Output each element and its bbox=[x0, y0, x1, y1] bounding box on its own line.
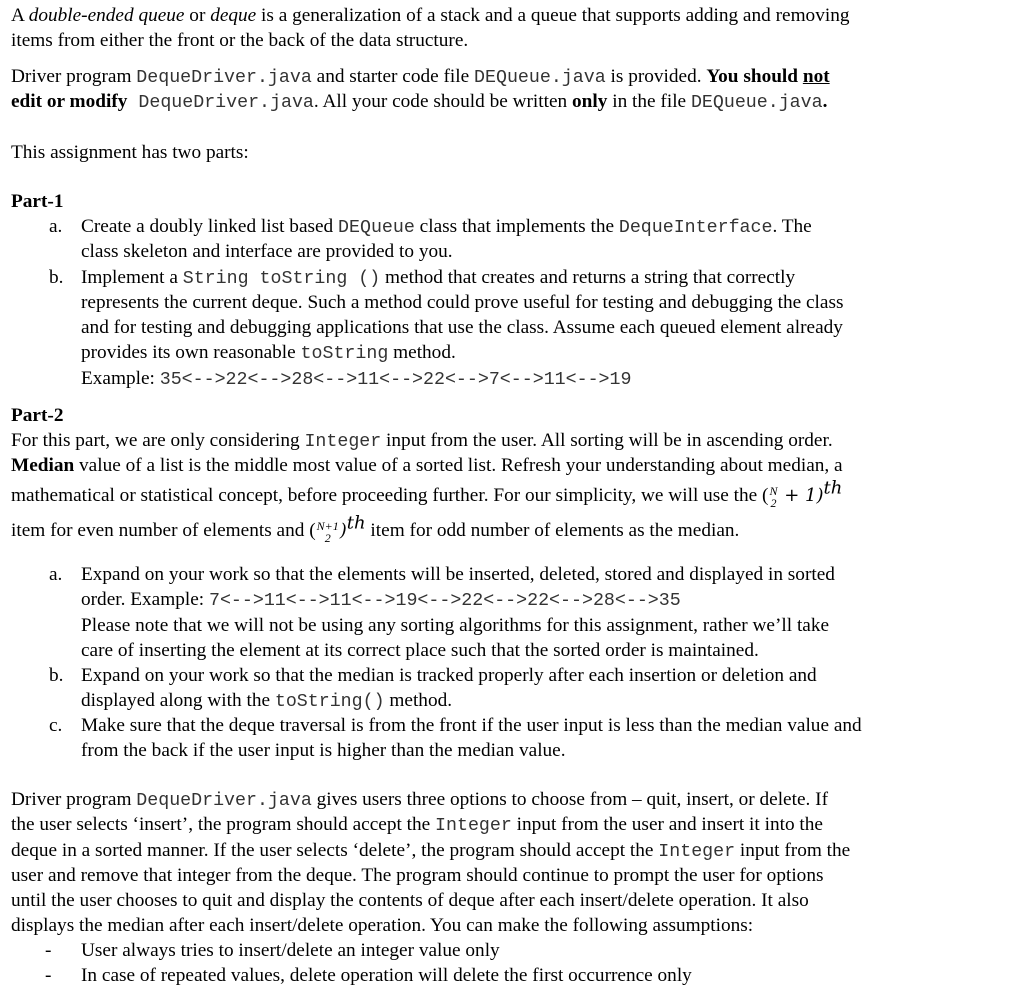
text: input from the bbox=[735, 840, 851, 861]
part-2-item-b-line-1: Expand on your work so that the median is tracked properly after each insertion or deletion and bbox=[81, 665, 817, 686]
part-1-item-a-line-1 bbox=[81, 214, 812, 241]
part-2-line-1 bbox=[11, 428, 833, 455]
part-1-item-b-line-3: and for testing and debugging applications that use the class. Assume each queued element already bbox=[81, 317, 843, 338]
part-1-item-a-line-2: class skeleton and interface are provided to you. bbox=[81, 241, 453, 262]
math-superscript: th bbox=[346, 512, 366, 534]
text: deque in a sorted manner. If the user selects ‘delete’, the program should accept the bbox=[11, 840, 659, 861]
driver-note-line-1 bbox=[11, 64, 830, 91]
text: . All your code should be written bbox=[313, 91, 573, 112]
emphasis-not: not bbox=[802, 66, 830, 87]
math-text: + 1) bbox=[778, 485, 824, 506]
text: provides its own reasonable bbox=[81, 342, 301, 363]
code-tostring-signature: String toString () bbox=[182, 269, 381, 289]
closing-line-4: user and remove that integer from the deque. The program should continue to prompt the user for options bbox=[11, 865, 824, 886]
text: displayed along with the bbox=[81, 690, 275, 711]
part-2-line-2 bbox=[11, 453, 843, 478]
filename-dequeue: DEQueue.java bbox=[690, 93, 823, 113]
text: is a generalization of a stack and a queue that supports adding and removing bbox=[256, 5, 850, 26]
fraction-denominator: 2 bbox=[324, 530, 331, 545]
text: in the file bbox=[607, 91, 691, 112]
intro-line-1 bbox=[11, 3, 849, 28]
code-integer: Integer bbox=[658, 842, 736, 862]
closing-line-1 bbox=[11, 787, 828, 814]
text: class that implements the bbox=[414, 216, 619, 237]
fraction-denominator: 2 bbox=[770, 495, 777, 510]
list-marker: a. bbox=[49, 564, 63, 585]
part-2-item-c-line-1: Make sure that the deque traversal is from the front if the user input is less than the median value and bbox=[81, 715, 862, 736]
code-integer: Integer bbox=[304, 432, 382, 452]
filename-dequedriver: DequeDriver.java bbox=[136, 791, 312, 811]
term-double-ended-queue: double-ended queue bbox=[28, 5, 185, 26]
code-tostring: toString bbox=[300, 344, 389, 364]
list-marker: a. bbox=[49, 216, 63, 237]
assumption-2: In case of repeated values, delete operation will delete the first occurrence only bbox=[81, 965, 692, 986]
text: method. bbox=[388, 342, 456, 363]
fraction-numerator: N+1 bbox=[316, 518, 339, 533]
text: or bbox=[184, 5, 211, 26]
bullet-marker: - bbox=[45, 965, 52, 986]
bullet-marker: - bbox=[45, 940, 52, 961]
intro-line-2: items from either the front or the back of the data structure. bbox=[11, 30, 469, 51]
term-median: Median bbox=[11, 455, 75, 476]
part-2-heading: Part-2 bbox=[11, 405, 64, 426]
part-1-item-b-line-4 bbox=[81, 340, 456, 367]
part-2-item-c-line-2: from the back if the user input is higher than the median value. bbox=[81, 740, 566, 761]
bold-text: You should bbox=[706, 66, 803, 87]
text: method. bbox=[384, 690, 453, 711]
part-1-item-b-line-2: represents the current deque. Such a method could prove useful for testing and debugging the class bbox=[81, 292, 844, 313]
parts-intro: This assignment has two parts: bbox=[11, 142, 249, 163]
text: order. Example: bbox=[81, 589, 209, 610]
part-2-line-3 bbox=[11, 477, 843, 510]
fraction-numerator: N bbox=[769, 483, 778, 498]
code-example-unsorted: 35<-->22<-->28<-->11<-->22<-->7<-->11<-->19 bbox=[159, 370, 632, 390]
text: value of a list is the middle most value of a sorted list. Refresh your understanding about median, a bbox=[74, 455, 843, 476]
text: Example: bbox=[81, 368, 160, 389]
text: Create a doubly linked list based bbox=[81, 216, 339, 237]
math-text: ) bbox=[339, 520, 347, 541]
text: Driver program bbox=[11, 789, 137, 810]
part-2-line-4 bbox=[11, 512, 740, 545]
part-2-item-a-line-3: Please note that we will not be using any sorting algorithms for this assignment, rather we’ll take bbox=[81, 615, 830, 636]
text: item for even number of elements and ( bbox=[11, 520, 316, 541]
text: . bbox=[822, 91, 828, 112]
filename-dequedriver: DequeDriver.java bbox=[127, 93, 314, 113]
part-2-item-a-line-2 bbox=[81, 587, 681, 614]
list-marker: b. bbox=[49, 267, 64, 288]
bold-text: edit or modify bbox=[11, 91, 128, 112]
text: Driver program bbox=[11, 66, 137, 87]
closing-line-6: displays the median after each insert/delete operation. You can make the following assumptions: bbox=[11, 915, 754, 936]
driver-note-line-2 bbox=[11, 89, 827, 116]
part-1-heading: Part-1 bbox=[11, 191, 64, 212]
text: mathematical or statistical concept, before proceeding further. For our simplicity, we will use the ( bbox=[11, 485, 769, 506]
filename-dequeue: DEQueue.java bbox=[474, 68, 606, 88]
text: input from the user and insert it into the bbox=[511, 814, 823, 835]
fraction-n-plus-1-over-2 bbox=[317, 520, 339, 544]
code-dequeue: DEQueue bbox=[338, 218, 415, 238]
assumption-1: User always tries to insert/delete an integer value only bbox=[81, 940, 500, 961]
text: and starter code file bbox=[311, 66, 475, 87]
text: method that creates and returns a string that correctly bbox=[380, 267, 796, 288]
text: A bbox=[11, 5, 29, 26]
math-superscript: th bbox=[823, 477, 843, 499]
part-2-item-b-line-2 bbox=[81, 688, 452, 715]
part-1-example bbox=[81, 366, 631, 393]
list-marker: c. bbox=[49, 715, 63, 736]
part-2-item-a-line-1: Expand on your work so that the elements will be inserted, deleted, stored and displayed in sorted bbox=[81, 564, 835, 585]
code-example-sorted: 7<-->11<-->11<-->19<-->22<-->22<-->28<-->35 bbox=[208, 591, 681, 611]
text: item for odd number of elements as the median. bbox=[365, 520, 740, 541]
code-integer: Integer bbox=[435, 816, 512, 836]
text: For this part, we are only considering bbox=[11, 430, 305, 451]
term-deque: deque bbox=[210, 5, 257, 26]
text: is provided. bbox=[605, 66, 707, 87]
emphasis-only: only bbox=[572, 91, 608, 112]
code-dequeinterface: DequeInterface bbox=[618, 218, 773, 238]
text: input from the user. All sorting will be in ascending order. bbox=[381, 430, 833, 451]
closing-line-5: until the user chooses to quit and display the contents of deque after each insert/delete operation. It also bbox=[11, 890, 809, 911]
text: gives users three options to choose from – quit, insert, or delete. If bbox=[311, 789, 829, 810]
code-tostring-call: toString() bbox=[274, 692, 385, 712]
list-marker: b. bbox=[49, 665, 64, 686]
closing-line-2 bbox=[11, 812, 823, 839]
text: . The bbox=[772, 216, 812, 237]
closing-line-3 bbox=[11, 838, 850, 865]
text: the user selects ‘insert’, the program should accept the bbox=[11, 814, 436, 835]
text: Implement a bbox=[81, 267, 183, 288]
part-2-item-a-line-4: care of inserting the element at its correct place such that the sorted order is maintained. bbox=[81, 640, 759, 661]
part-1-item-b-line-1 bbox=[81, 265, 795, 292]
filename-dequedriver: DequeDriver.java bbox=[136, 68, 312, 88]
fraction-n-over-2 bbox=[769, 485, 777, 509]
